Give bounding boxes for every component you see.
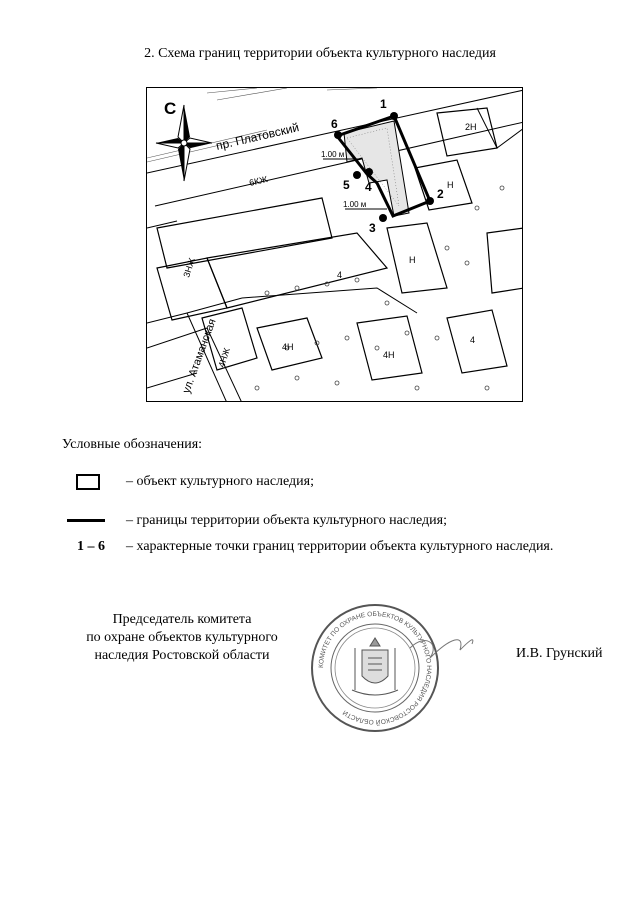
building-label: 4: [470, 335, 476, 345]
signatory-position: [62, 611, 302, 665]
building-label: Н: [409, 255, 416, 265]
territory-boundary-symbol: [67, 519, 105, 522]
point-label-6: 6: [331, 117, 338, 131]
legend-item-territory-boundary: – границы территории объекта культурного наследия;: [126, 513, 447, 528]
street-label-platovsky: пр. Платовский: [214, 120, 301, 153]
page-title: 2. Схема границ территории объекта культурного наследия: [144, 46, 496, 61]
building-label: 4НЖ: [216, 346, 233, 369]
boundary-point-2: [426, 197, 434, 205]
dimension-label: 1.00 м: [321, 150, 345, 159]
position-line: по охране объектов культурного: [86, 630, 278, 645]
boundary-point-5: [353, 171, 361, 179]
signer-name: И.В. Грунский: [516, 646, 603, 661]
building-label: 4: [337, 270, 343, 280]
seal-text: КОМИТЕТ ПО ОХРАНЕ ОБЪЕКТОВ КУЛЬТУРНОГО НАСЛЕДИЯ РОСТОВСКОЙ ОБЛАСТИ: [317, 610, 433, 726]
position-line: Председатель комитета: [112, 612, 252, 627]
boundary-point-1: [390, 112, 398, 120]
dimension-label: 1.00 м: [343, 200, 367, 209]
coat-of-arms-icon: [352, 638, 398, 695]
points-range-symbol: 1 – 6: [77, 539, 105, 554]
point-label-1: 1: [380, 97, 387, 111]
point-label-4: 4: [365, 180, 372, 194]
building-label: 2Н: [465, 122, 477, 132]
point-label-2: 2: [437, 187, 444, 201]
boundary-point-4: [365, 168, 373, 176]
boundary-point-3: [379, 214, 387, 222]
building-label: 6КЖ: [248, 174, 269, 188]
official-seal: [300, 598, 480, 743]
boundary-point-6: [334, 131, 342, 139]
legend-title: Условные обозначения:: [62, 437, 203, 452]
building-label: 3НЖ: [181, 256, 198, 279]
building-label: Н: [447, 180, 454, 190]
position-line: наследия Ростовской области: [94, 648, 270, 663]
legend-item-heritage-object: – объект культурного наследия;: [126, 474, 314, 489]
point-label-5: 5: [343, 178, 350, 192]
building-label: 4Н: [282, 342, 294, 352]
heritage-object-symbol: [76, 474, 100, 490]
point-label-3: 3: [369, 221, 376, 235]
north-label: С: [164, 99, 177, 118]
legend-item-boundary-points: – характерные точки границ территории объекта культурного наследия.: [126, 539, 554, 554]
boundary-map: [146, 87, 523, 402]
building-label: 4Н: [383, 350, 395, 360]
street-label-atamanskaya: ул. Атаманская: [180, 317, 219, 396]
